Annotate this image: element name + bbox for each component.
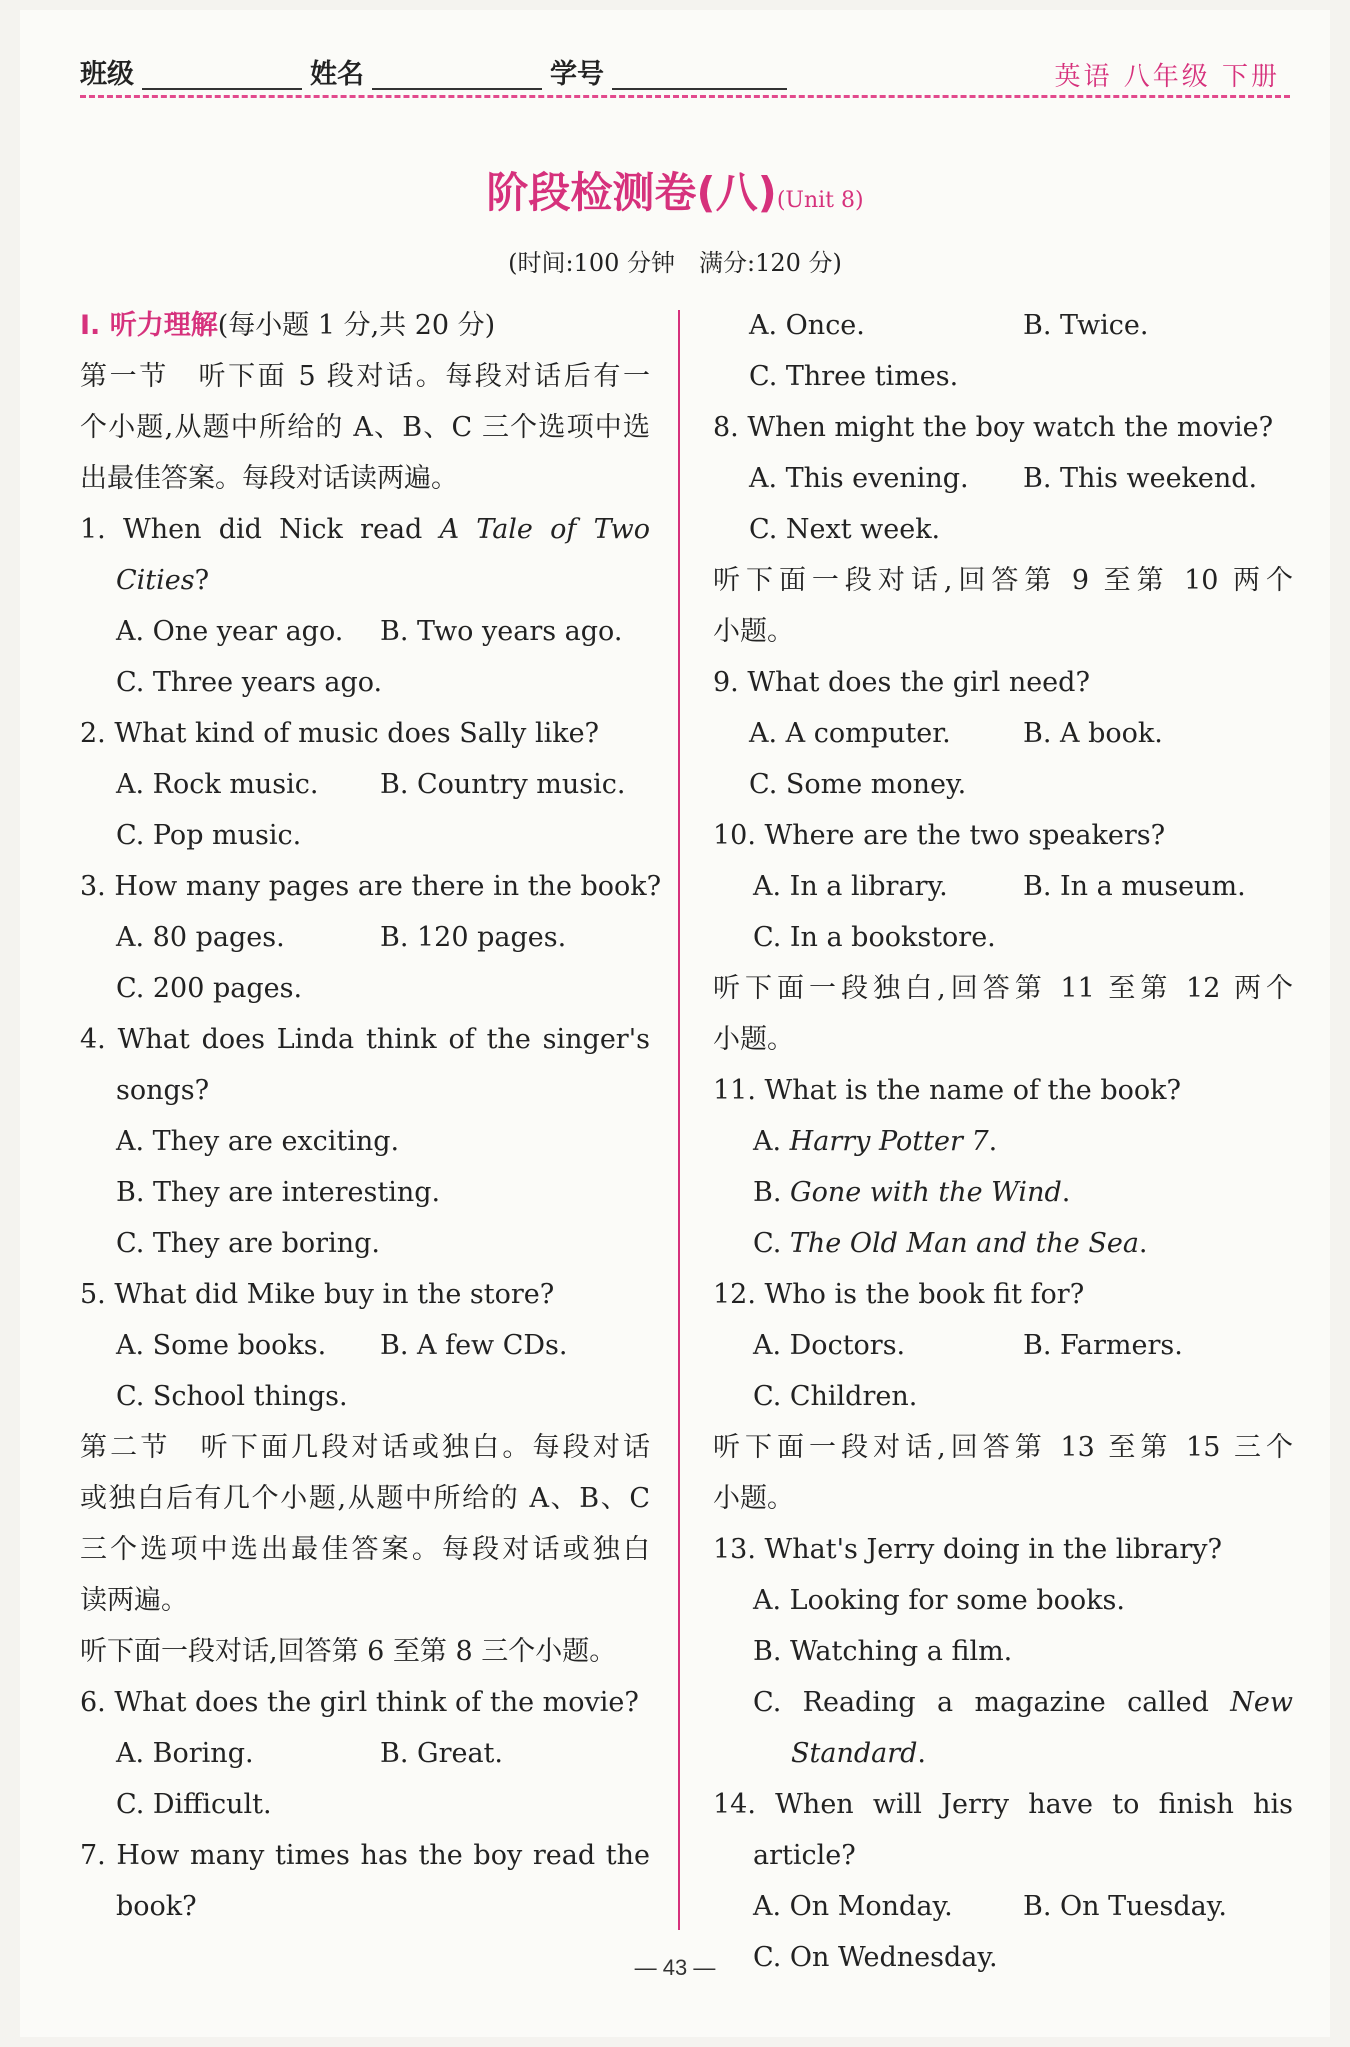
left-column <box>80 300 662 1932</box>
option-row: A. Looking for some books. <box>753 1585 1125 1616</box>
option-row[interactable]: A. Harry Potter 7. <box>753 1126 998 1157</box>
question-7-cont: book? <box>116 1891 197 1922</box>
dialogue-instruction: 听下面一段对话,回答第 13 至第 15 三个 <box>713 1432 1293 1463</box>
option-row: C. 200 pages. <box>116 973 303 1004</box>
part2-instruction: 三个选项中选出最佳答案。每段对话或独白 <box>80 1534 650 1565</box>
dialogue-instruction: 听下面一段对话,回答第 9 至第 10 两个 <box>713 565 1293 596</box>
question-1-cont: Cities? <box>116 565 210 596</box>
option-row: C. Three times. <box>749 361 959 392</box>
option-row-cont: Standard. <box>791 1738 926 1769</box>
section-heading: Ⅰ. 听力理解(每小题 1 分,共 20 分) <box>80 310 496 341</box>
option-row[interactable]: B. Gone with the Wind. <box>753 1177 1071 1208</box>
option-row: C. Some money. <box>749 769 967 800</box>
option-row: B. They are interesting. <box>116 1177 441 1208</box>
question-5: 5. What did Mike buy in the store? <box>80 1279 555 1310</box>
question-7: 7. How many times has the boy read the <box>80 1840 650 1871</box>
question-10: 10. Where are the two speakers? <box>713 820 1166 851</box>
name-blank[interactable] <box>372 88 542 90</box>
option-row: A. In a library. B. In a museum. <box>753 871 1246 902</box>
option-row: C. Children. <box>753 1381 918 1412</box>
option-row: A. Doctors. B. Farmers. <box>753 1330 1183 1361</box>
part2-instruction: 读两遍。 <box>80 1585 188 1616</box>
right-column <box>713 300 1293 1983</box>
dialogue-instruction: 听下面一段对话,回答第 6 至第 8 三个小题。 <box>80 1636 617 1667</box>
page-number: — 43 — <box>634 1955 716 1980</box>
part1-instruction: 个小题,从题中所给的 A、B、C 三个选项中选 <box>80 412 650 443</box>
option-row: C. In a bookstore. <box>753 922 996 953</box>
option-row: A. Boring. B. Great. <box>116 1738 503 1769</box>
part2-instruction: 或独白后有几个小题,从题中所给的 A、B、C <box>80 1483 650 1514</box>
page-title <box>0 160 1350 220</box>
option-row: A. Rock music. B. Country music. <box>116 769 626 800</box>
dialogue-instruction: 小题。 <box>713 1483 794 1514</box>
title-main: 阶段检测卷(八) <box>486 168 777 217</box>
id-label: 学号 <box>550 59 604 90</box>
question-4-cont: songs? <box>116 1075 210 1106</box>
option-row: A. They are exciting. <box>116 1126 400 1157</box>
question-6: 6. What does the girl think of the movie? <box>80 1687 639 1718</box>
question-2: 2. What kind of music does Sally like? <box>80 718 600 749</box>
title-sub: (Unit 8) <box>776 188 864 213</box>
option-row: A. 80 pages. B. 120 pages. <box>116 922 567 953</box>
monologue-instruction: 小题。 <box>713 1024 794 1055</box>
subject-label: 英语 八年级 下册 <box>1054 62 1280 92</box>
option-row: C. School things. <box>116 1381 348 1412</box>
class-blank[interactable] <box>142 88 302 90</box>
option-row: A. On Monday. B. On Tuesday. <box>753 1891 1227 1922</box>
class-label: 班级 <box>80 59 134 90</box>
question-3: 3. How many pages are there in the book? <box>80 871 662 902</box>
question-12: 12. Who is the book fit for? <box>713 1279 1085 1310</box>
question-4: 4. What does Linda think of the singer's <box>80 1024 650 1055</box>
header-divider <box>80 95 1290 98</box>
option-row: A. Some books. B. A few CDs. <box>116 1330 568 1361</box>
monologue-instruction: 听下面一段独白,回答第 11 至第 12 两个 <box>713 973 1293 1004</box>
option-row: B. Watching a film. <box>753 1636 1013 1667</box>
dialogue-instruction: 小题。 <box>713 616 794 647</box>
question-1: 1. When did Nick read A Tale of Two <box>80 514 650 545</box>
part1-instruction: 出最佳答案。每段对话读两遍。 <box>80 463 458 494</box>
option-row: C. On Wednesday. <box>753 1942 998 1973</box>
question-9: 9. What does the girl need? <box>713 667 1090 698</box>
option-row[interactable]: C. The Old Man and the Sea. <box>753 1228 1148 1259</box>
option-row: C. Pop music. <box>116 820 302 851</box>
option-row: C. Difficult. <box>116 1789 272 1820</box>
option-row: C. They are boring. <box>116 1228 380 1259</box>
id-blank[interactable] <box>612 88 787 90</box>
question-13: 13. What's Jerry doing in the library? <box>713 1534 1222 1565</box>
option-row: A. One year ago. B. Two years ago. <box>116 616 623 647</box>
option-row[interactable]: C. Reading a magazine called New <box>753 1687 1293 1718</box>
option-row: C. Three years ago. <box>116 667 383 698</box>
question-14: 14. When will Jerry have to finish his <box>713 1789 1293 1820</box>
name-label: 姓名 <box>310 59 364 90</box>
time-info: (时间:100 分钟 满分:120 分) <box>508 249 842 277</box>
part2-instruction: 第二节 听下面几段对话或独白。每段对话 <box>80 1432 650 1463</box>
option-row: A. A computer. B. A book. <box>749 718 1163 749</box>
part1-instruction: 第一节 听下面 5 段对话。每段对话后有一 <box>80 361 650 392</box>
question-11: 11. What is the name of the book? <box>713 1075 1181 1106</box>
option-row: A. This evening. B. This weekend. <box>749 463 1258 494</box>
option-row: C. Next week. <box>749 514 941 545</box>
option-row: A. Once. B. Twice. <box>749 310 1149 341</box>
question-14-cont: article? <box>753 1840 856 1871</box>
question-8: 8. When might the boy watch the movie? <box>713 412 1274 443</box>
column-divider <box>678 310 680 1930</box>
